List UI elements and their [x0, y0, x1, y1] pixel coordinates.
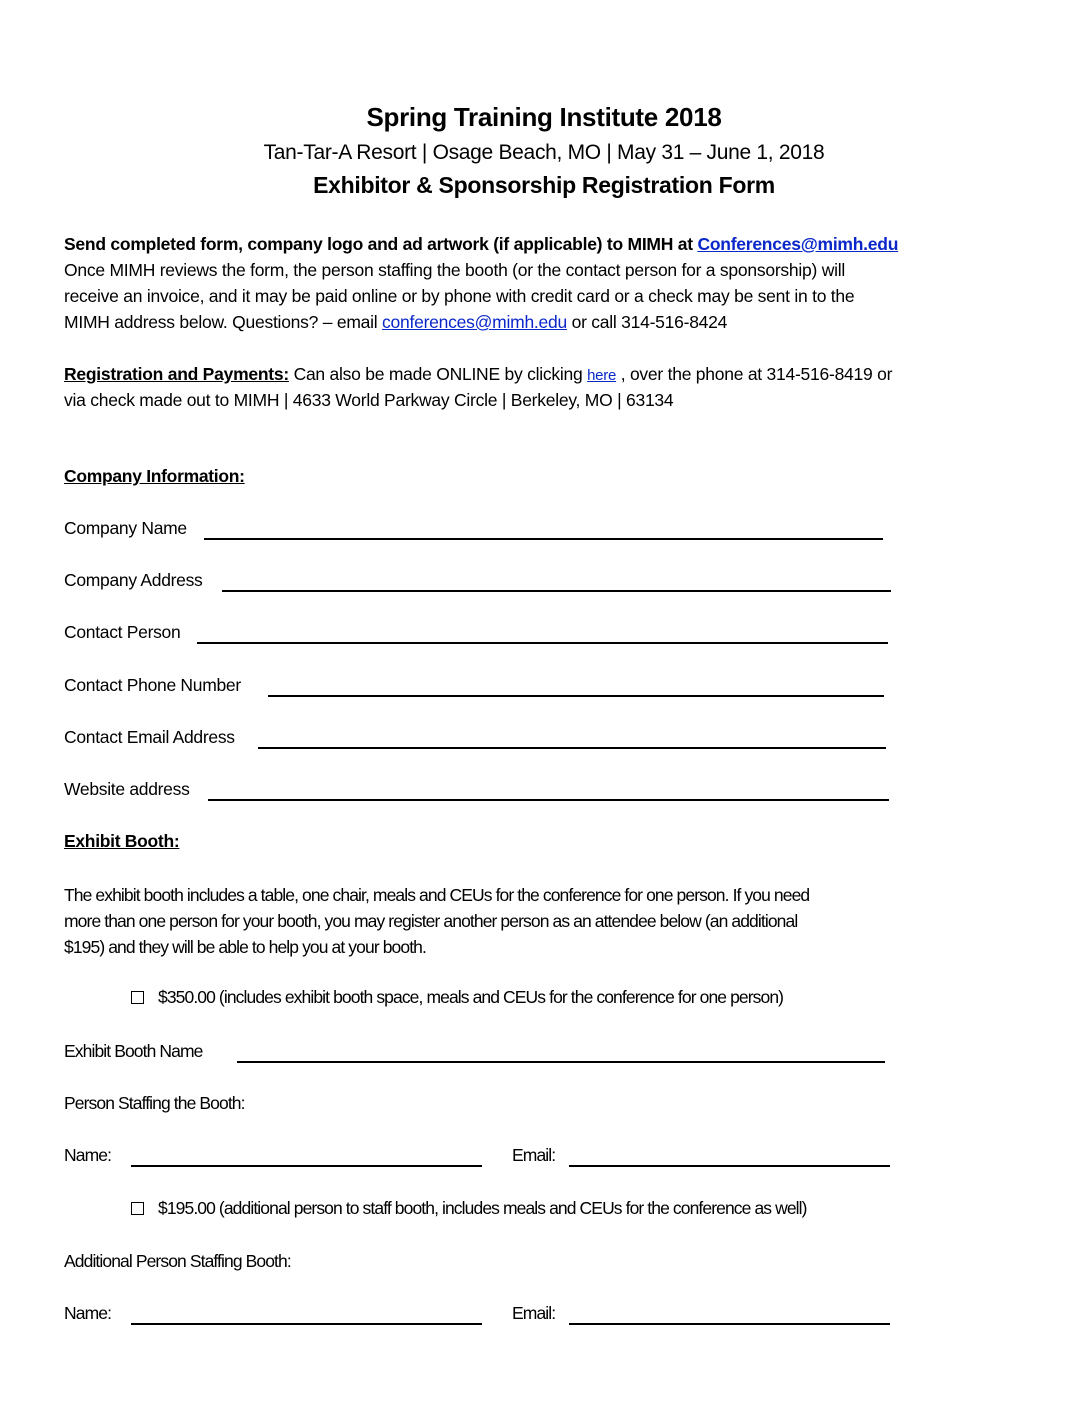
- registration-phone-text: , over the phone at 314-516-8419 or: [616, 364, 893, 384]
- booth-350-option-label: $350.00 (includes exhibit booth space, meals and CEUs for the conference for one person): [158, 987, 784, 1007]
- company-address-label: Company Address: [64, 570, 203, 590]
- staff-email-field[interactable]: [569, 1165, 890, 1167]
- registration-heading: Registration and Payments:: [64, 364, 289, 384]
- conferences-email-link[interactable]: Conferences@mimh.edu: [697, 234, 899, 254]
- company-info-heading: Company Information:: [64, 466, 245, 486]
- questions-text: MIMH address below. Questions? – email: [64, 312, 383, 332]
- intro-line-4: [64, 309, 727, 335]
- questions-phone: or call 314-516-8424: [566, 312, 728, 332]
- registration-line-2: via check made out to MIMH | 4633 World Parkway Circle | Berkeley, MO | 63134: [64, 390, 674, 410]
- staff-email-label: Email:: [512, 1145, 556, 1165]
- exhibit-booth-heading: Exhibit Booth:: [64, 831, 180, 851]
- booth-description-line-2: more than one person for your booth, you may register another person as an attendee below (an additional: [64, 911, 798, 931]
- additional-195-checkbox[interactable]: [131, 1202, 144, 1215]
- staff-heading: Person Staffing the Booth:: [64, 1093, 245, 1113]
- additional-195-option-label: $195.00 (additional person to staff booth, includes meals and CEUs for the conference as well): [158, 1198, 807, 1218]
- contact-person-field[interactable]: [197, 642, 888, 644]
- send-instructions: Send completed form, company logo and ad artwork (if applicable) to MIMH at: [64, 234, 698, 254]
- form-title: Exhibitor & Sponsorship Registration Form: [313, 172, 775, 198]
- contact-email-field[interactable]: [258, 747, 886, 749]
- intro-line-3: receive an invoice, and it may be paid online or by phone with credit card or a check may be sent in to the: [64, 286, 855, 306]
- contact-phone-label: Contact Phone Number: [64, 675, 241, 695]
- page-title: Spring Training Institute 2018: [366, 102, 722, 132]
- booth-description-line-3: $195) and they will be able to help you at your booth.: [64, 937, 426, 957]
- contact-phone-field[interactable]: [268, 695, 884, 697]
- additional-staff-heading: Additional Person Staffing Booth:: [64, 1251, 291, 1271]
- registration-text: Can also be made ONLINE by clicking: [288, 364, 588, 384]
- booth-description-line-1: The exhibit booth includes a table, one chair, meals and CEUs for the conference for one person. If you need: [64, 885, 810, 905]
- website-field[interactable]: [208, 799, 889, 801]
- contact-person-label: Contact Person: [64, 622, 181, 642]
- additional-email-label: Email:: [512, 1303, 556, 1323]
- website-label: Website address: [64, 779, 190, 799]
- booth-name-label: Exhibit Booth Name: [64, 1041, 203, 1061]
- event-details: Tan-Tar-A Resort | Osage Beach, MO | May 31 – June 1, 2018: [263, 141, 825, 164]
- additional-email-field[interactable]: [569, 1323, 890, 1325]
- staff-name-field[interactable]: [131, 1165, 482, 1167]
- intro-line-2: Once MIMH reviews the form, the person staffing the booth (or the contact person for a sponsorship) will: [64, 260, 845, 280]
- additional-name-label: Name:: [64, 1303, 112, 1323]
- online-registration-link[interactable]: here: [587, 367, 617, 384]
- questions-email-link[interactable]: conferences@mimh.edu: [382, 312, 567, 332]
- booth-350-checkbox[interactable]: [131, 991, 144, 1004]
- company-address-field[interactable]: [222, 590, 891, 592]
- registration-line-1: [64, 361, 892, 389]
- additional-name-field[interactable]: [131, 1323, 482, 1325]
- company-name-label: Company Name: [64, 518, 187, 538]
- company-name-field[interactable]: [204, 538, 883, 540]
- staff-name-label: Name:: [64, 1145, 112, 1165]
- booth-name-field[interactable]: [237, 1061, 885, 1063]
- contact-email-label: Contact Email Address: [64, 727, 235, 747]
- intro-line-1: [64, 231, 898, 257]
